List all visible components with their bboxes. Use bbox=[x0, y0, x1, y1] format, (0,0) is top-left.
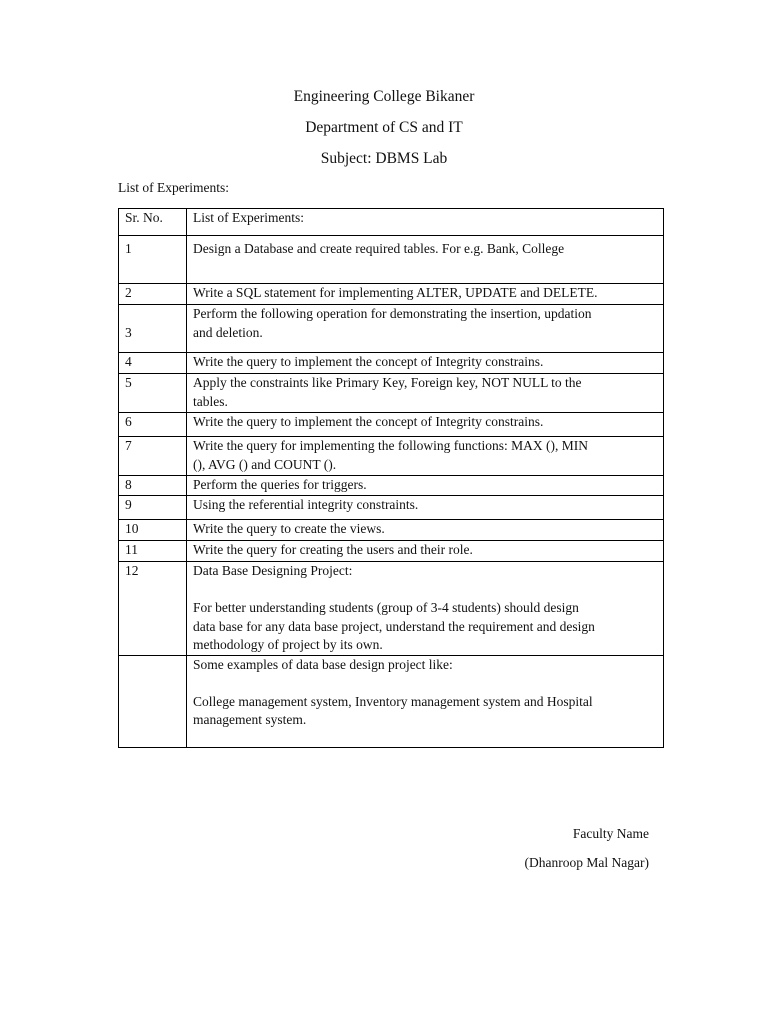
row-sr-no: 6 bbox=[119, 413, 187, 437]
table-row bbox=[119, 353, 664, 374]
column-header-sr-no: Sr. No. bbox=[119, 209, 187, 236]
department-name: Department of CS and IT bbox=[305, 119, 463, 136]
row-sr-no: 9 bbox=[119, 496, 187, 520]
experiment-text-line: Write the query to create the views. bbox=[193, 521, 385, 536]
experiment-text-line: Write the query for creating the users and their role. bbox=[193, 542, 473, 557]
list-caption: List of Experiments: bbox=[118, 180, 229, 195]
experiment-text-line: For better understanding students (group of 3-4 students) should design bbox=[193, 600, 579, 615]
row-sr-no: 1 bbox=[119, 236, 187, 284]
row-experiment bbox=[187, 476, 664, 496]
row-experiment bbox=[187, 353, 664, 374]
experiment-text-line: Perform the queries for triggers. bbox=[193, 477, 367, 492]
row-sr-no bbox=[119, 655, 187, 747]
table-row bbox=[119, 305, 664, 353]
experiments-table bbox=[118, 208, 664, 748]
experiment-text-line: (), AVG () and COUNT (). bbox=[193, 456, 337, 472]
row-experiment bbox=[187, 655, 664, 747]
row-sr-no: 5 bbox=[119, 374, 187, 413]
row-sr-no: 4 bbox=[119, 353, 187, 374]
table-row bbox=[119, 284, 664, 305]
experiment-text-line: Data Base Designing Project: bbox=[193, 563, 353, 578]
college-name: Engineering College Bikaner bbox=[293, 88, 475, 105]
blank-line bbox=[193, 581, 657, 600]
table-row bbox=[119, 541, 664, 562]
table-header-row bbox=[119, 209, 664, 236]
faculty-name: (Dhanroop Mal Nagar) bbox=[524, 855, 649, 870]
table-row bbox=[119, 413, 664, 437]
row-sr-no: 11 bbox=[119, 541, 187, 562]
experiment-text-line: Apply the constraints like Primary Key, Foreign key, NOT NULL to the bbox=[193, 375, 582, 390]
experiment-text-line: data base for any data base project, understand the requirement and design bbox=[193, 618, 595, 634]
table-row bbox=[119, 655, 664, 747]
table-row bbox=[119, 437, 664, 476]
experiment-text-line: College management system, Inventory management system and Hospital bbox=[193, 693, 593, 709]
row-experiment bbox=[187, 541, 664, 562]
table-row bbox=[119, 562, 664, 656]
row-experiment bbox=[187, 305, 664, 353]
table-row bbox=[119, 476, 664, 496]
row-sr-no: 3 bbox=[119, 305, 187, 353]
column-header-experiments: List of Experiments: bbox=[187, 209, 664, 236]
experiment-text-line: and deletion. bbox=[193, 324, 263, 340]
faculty-title: Faculty Name bbox=[572, 826, 649, 841]
row-experiment bbox=[187, 437, 664, 476]
row-experiment bbox=[187, 374, 664, 413]
experiment-text-line: tables. bbox=[193, 393, 228, 409]
subject-title: Subject: DBMS Lab bbox=[320, 150, 448, 167]
experiment-text-line: management system. bbox=[193, 712, 307, 727]
experiment-text-line: Write the query to implement the concept of Integrity constrains. bbox=[193, 414, 544, 429]
experiment-text-line: Write a SQL statement for implementing ALTER, UPDATE and DELETE. bbox=[193, 285, 598, 300]
row-experiment bbox=[187, 413, 664, 437]
table-row bbox=[119, 236, 664, 284]
experiment-text-line: Perform the following operation for demonstrating the insertion, updation bbox=[193, 306, 592, 321]
row-experiment bbox=[187, 284, 664, 305]
experiment-text-line: Using the referential integrity constraints. bbox=[193, 497, 419, 512]
table-row bbox=[119, 374, 664, 413]
experiment-text-line: Write the query to implement the concept of Integrity constrains. bbox=[193, 354, 544, 369]
row-experiment bbox=[187, 236, 664, 284]
row-sr-no: 7 bbox=[119, 437, 187, 476]
experiment-text-line: Some examples of data base design project like: bbox=[193, 656, 453, 672]
blank-line bbox=[193, 674, 657, 693]
table-row bbox=[119, 520, 664, 541]
row-sr-no: 8 bbox=[119, 476, 187, 496]
experiment-text-line: Design a Database and create required tables. For e.g. Bank, College bbox=[193, 241, 565, 256]
table-row bbox=[119, 496, 664, 520]
row-sr-no: 10 bbox=[119, 520, 187, 541]
row-sr-no: 12 bbox=[119, 562, 187, 656]
row-sr-no: 2 bbox=[119, 284, 187, 305]
experiment-text-line: Write the query for implementing the following functions: MAX (), MIN bbox=[193, 438, 589, 453]
row-experiment bbox=[187, 520, 664, 541]
row-experiment bbox=[187, 496, 664, 520]
experiment-text-line: methodology of project by its own. bbox=[193, 637, 383, 652]
row-experiment bbox=[187, 562, 664, 656]
